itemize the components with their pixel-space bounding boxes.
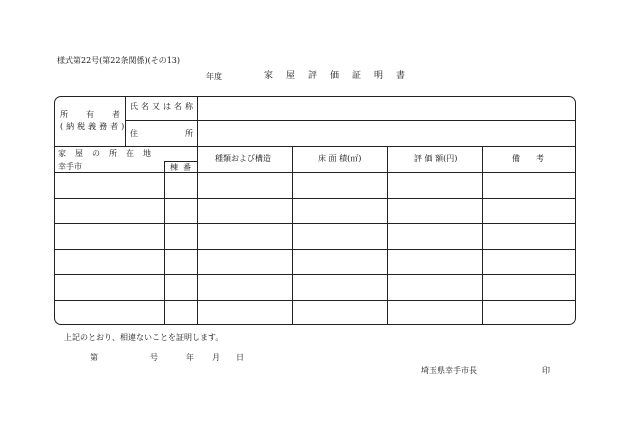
seal-mark: 印 (542, 366, 550, 375)
taxpayer-label: (納税義務者) (60, 122, 128, 131)
rule-type-right (292, 146, 293, 325)
form-identifier: 様式第22号(第22条関係)(その13) (57, 56, 181, 65)
column-floor-area: 床 面 積(㎡) (318, 154, 362, 163)
rule-header-bottom (54, 172, 576, 173)
rule-row-4 (54, 274, 576, 275)
city-name: 幸手市 (58, 162, 82, 171)
address-label: 住 所 (130, 129, 193, 138)
document-title: 家屋評価証明書 (264, 71, 419, 81)
rule-location-right (197, 146, 198, 325)
house-number-label: 棟 番 (170, 163, 191, 172)
owner-label: 所 有 者 (60, 110, 120, 119)
signer-title: 埼玉県幸手市長 (421, 366, 477, 375)
location-label: 家 屋 の 所 在 地 (58, 149, 151, 158)
date-year: 年 (186, 353, 194, 362)
rule-row-2 (54, 223, 576, 224)
fiscal-year-label: 年度 (206, 72, 222, 81)
number-suffix: 号 (150, 353, 158, 362)
column-assessed-value: 評 価 額(円) (414, 154, 458, 163)
rule-name-label-divider (197, 96, 198, 146)
rule-row-3 (54, 249, 576, 250)
rule-owner-mid (125, 120, 576, 121)
rule-owner-bottom (54, 146, 576, 147)
column-type-structure: 種類および構造 (215, 154, 271, 163)
rule-row-1 (54, 198, 576, 199)
rule-house-no-left (164, 161, 165, 325)
certification-statement: 上記のとおり、相違ないことを証明します。 (64, 333, 224, 342)
date-month: 月 (212, 353, 220, 362)
rule-area-right (387, 146, 388, 325)
number-prefix: 第 (90, 353, 98, 362)
rule-value-right (482, 146, 483, 325)
date-day: 日 (236, 353, 244, 362)
column-remarks: 備 考 (512, 154, 544, 163)
rule-house-no-top (164, 161, 197, 162)
rule-row-5 (54, 300, 576, 301)
rule-owner-label-divider (125, 96, 126, 146)
name-label: 氏 名 又 は 名 称 (130, 102, 193, 111)
